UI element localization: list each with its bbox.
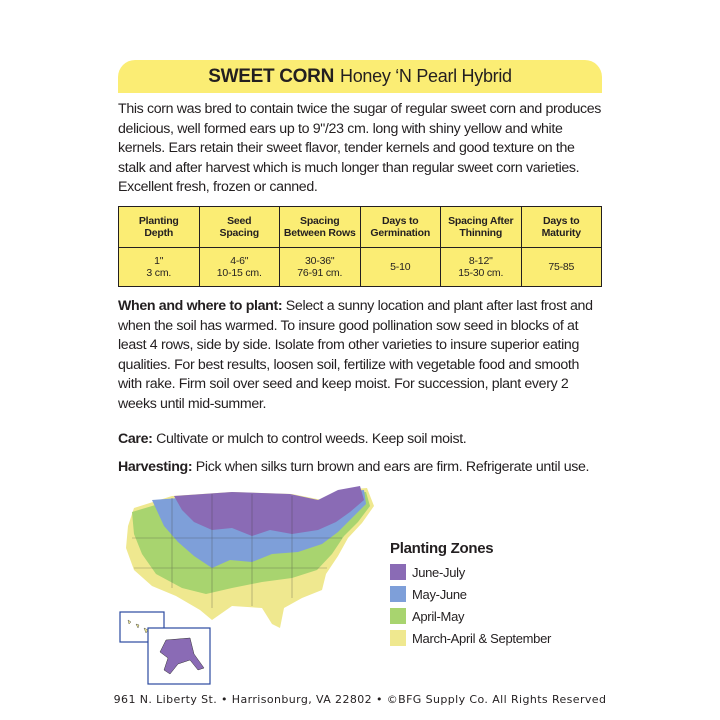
harvest-text: Pick when silks turn brown and ears are firm. Refrigerate until use. xyxy=(192,459,590,475)
legend-label-may-june: May-June xyxy=(412,586,467,602)
legend-swatch-march-april xyxy=(390,630,406,646)
when-where-paragraph xyxy=(118,297,602,415)
planting-zones-legend xyxy=(390,540,610,649)
legend-swatch-april-may xyxy=(390,608,406,624)
legend-item-june-july xyxy=(390,561,610,583)
header-germination: Days to Germination xyxy=(360,207,441,248)
legend-swatch-june-july xyxy=(390,564,406,580)
harvest-label: Harvesting: xyxy=(118,459,193,475)
care-paragraph xyxy=(118,430,602,450)
legend-item-april-may xyxy=(390,605,610,627)
footer-address: 961 N. Liberty St. • Harrisonburg, VA 22802 • ©BFG Supply Co. All Rights Reserved xyxy=(113,693,607,706)
header-row-spacing: Spacing Between Rows xyxy=(280,207,361,248)
planting-specs-table xyxy=(118,206,602,287)
care-label: Care: xyxy=(118,431,153,447)
specs-header-row xyxy=(119,207,602,248)
legend-title: Planting Zones xyxy=(390,540,494,557)
harvest-paragraph xyxy=(118,458,602,478)
value-thinning: 8-12" 15-30 cm. xyxy=(441,248,522,287)
legend-swatch-may-june xyxy=(390,586,406,602)
legend-item-may-june xyxy=(390,583,610,605)
value-row-spacing: 30-36" 76-91 cm. xyxy=(280,248,361,287)
intro-paragraph: This corn was bred to contain twice the sugar of regular sweet corn and produces delicious, well formed ears up to 9"/23 cm. long with shiny yellow and white kernels. Ears retain their sweet flavor, tender kernels and good texture on the stalk and after harvest which is much longer than regular sweet corn varieties. Excellent fresh, frozen or canned. xyxy=(118,101,602,196)
value-maturity: 75-85 xyxy=(521,248,602,287)
header-thinning: Spacing After Thinning xyxy=(441,207,522,248)
value-germination: 5-10 xyxy=(360,248,441,287)
header-planting-depth: Planting Depth xyxy=(119,207,200,248)
header-seed-spacing: Seed Spacing xyxy=(199,207,280,248)
legend-label-march-april: March-April & September xyxy=(412,630,552,646)
care-text: Cultivate or mulch to control weeds. Keep soil moist. xyxy=(152,431,467,447)
legend-label-april-may: April-May xyxy=(412,608,465,624)
title-bold: SWEET CORN xyxy=(208,65,334,87)
legend-item-march-april xyxy=(390,627,610,649)
header-maturity: Days to Maturity xyxy=(521,207,602,248)
when-where-label: When and where to plant: xyxy=(118,298,283,314)
legend-label-june-july: June-July xyxy=(412,564,465,580)
title-banner xyxy=(118,60,602,93)
title-variety: Honey ‘N Pearl Hybrid xyxy=(340,66,512,86)
planting-zone-map xyxy=(112,478,382,688)
value-planting-depth: 1" 3 cm. xyxy=(119,248,200,287)
value-seed-spacing: 4-6" 10-15 cm. xyxy=(199,248,280,287)
when-where-text: Select a sunny location and plant after last frost and when the soil has warmed. To insure good pollination sow seed in blocks of at least 4 rows, side by side. Isolate from other varieties to insure superior eating qualities. For best results, loosen soil, fertilize with vegetable food and smooth with rake. Firm soil over seed and keep moist. For succession, plant every 2 weeks until mid-summer. xyxy=(118,298,593,412)
specs-value-row xyxy=(119,248,602,287)
